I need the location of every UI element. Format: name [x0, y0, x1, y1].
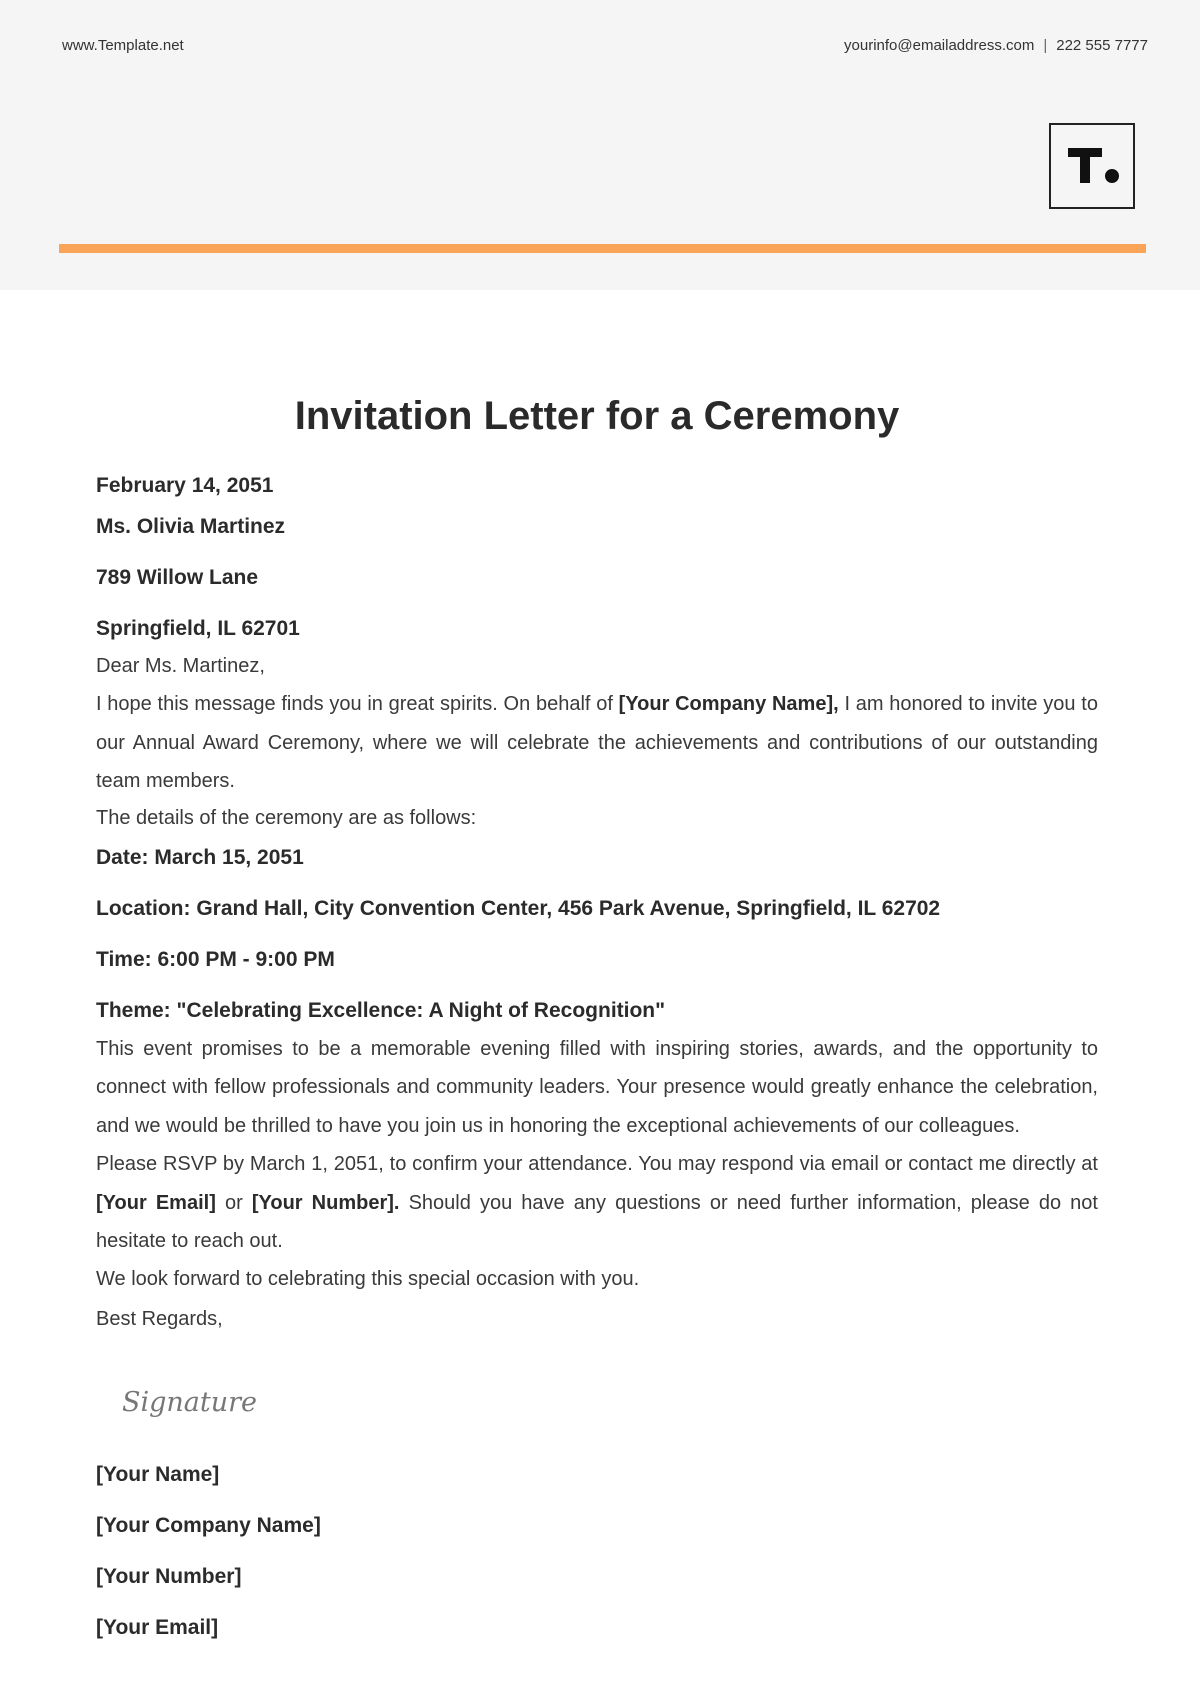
- site-url: www.Template.net: [62, 37, 184, 54]
- signature-icon: [120, 1379, 270, 1425]
- sender-number: [Your Number]: [96, 1564, 242, 1588]
- rsvp-text-or: or: [215, 1191, 252, 1214]
- letter-date: February 14, 2051: [96, 474, 274, 497]
- intro-text-end: I am honored to invite you to our Annual Award Ceremony, where we will celebrate the achievements and contributions of our outstanding team members.: [96, 693, 1098, 792]
- rsvp-text-end: Should you have any questions or need further information, please do not hesitate to reach out.: [96, 1191, 1098, 1252]
- recipient-city: Springfield, IL 62701: [96, 617, 300, 640]
- intro-paragraph: [96, 685, 1098, 801]
- signature-text: Signature: [122, 1386, 258, 1418]
- detail-theme: Theme: "Celebrating Excellence: A Night of Recognition": [96, 998, 666, 1022]
- accent-divider: [59, 244, 1146, 253]
- rsvp-paragraph: [96, 1145, 1098, 1261]
- detail-date: Date: March 15, 2051: [96, 845, 304, 869]
- sender-email: [Your Email]: [96, 1615, 219, 1639]
- signature-image: [120, 1379, 270, 1425]
- contact-info: [844, 37, 1148, 54]
- sign-off: Best Regards,: [96, 1307, 223, 1330]
- letter-body: [96, 388, 1098, 1642]
- closing-line: We look forward to celebrating this special occasion with you.: [96, 1267, 640, 1290]
- details-intro: The details of the ceremony are as follows:: [96, 806, 477, 829]
- intro-text-start: I hope this message finds you in great spirits. On behalf of: [96, 693, 619, 715]
- rsvp-text-start: Please RSVP by March 1, 2051, to confirm your attendance. You may respond via email or contact me directly at: [96, 1153, 1098, 1175]
- email-placeholder: [Your Email]: [96, 1191, 216, 1214]
- event-paragraph: This event promises to be a memorable evening filled with inspiring stories, awards, and the opportunity to connect with fellow professionals and community leaders. Your presence would greatly enhance the celebration, and we would be thrilled to have you join us in honoring the exceptional achievements of our colleagues.: [96, 1037, 1098, 1137]
- recipient-street: 789 Willow Lane: [96, 566, 259, 589]
- contact-separator: |: [1043, 37, 1048, 54]
- sender-company: [Your Company Name]: [96, 1513, 321, 1537]
- logo-t-icon: [1051, 125, 1133, 207]
- number-placeholder: [Your Number].: [251, 1191, 400, 1214]
- salutation: Dear Ms. Martinez,: [96, 655, 265, 677]
- sender-name: [Your Name]: [96, 1462, 220, 1486]
- sender-block: [96, 1461, 1098, 1642]
- contact-email: yourinfo@emailaddress.com: [844, 37, 1035, 54]
- page-title: Invitation Letter for a Ceremony: [294, 394, 900, 438]
- recipient-name: Ms. Olivia Martinez: [96, 515, 286, 538]
- detail-location: Location: Grand Hall, City Convention Center, 456 Park Avenue, Springfield, IL 62702: [96, 896, 941, 920]
- page-header: [0, 0, 1200, 290]
- detail-time: Time: 6:00 PM - 9:00 PM: [96, 947, 335, 971]
- contact-phone: 222 555 7777: [1056, 37, 1148, 54]
- company-logo: [1049, 123, 1135, 209]
- company-placeholder: [Your Company Name],: [618, 693, 839, 715]
